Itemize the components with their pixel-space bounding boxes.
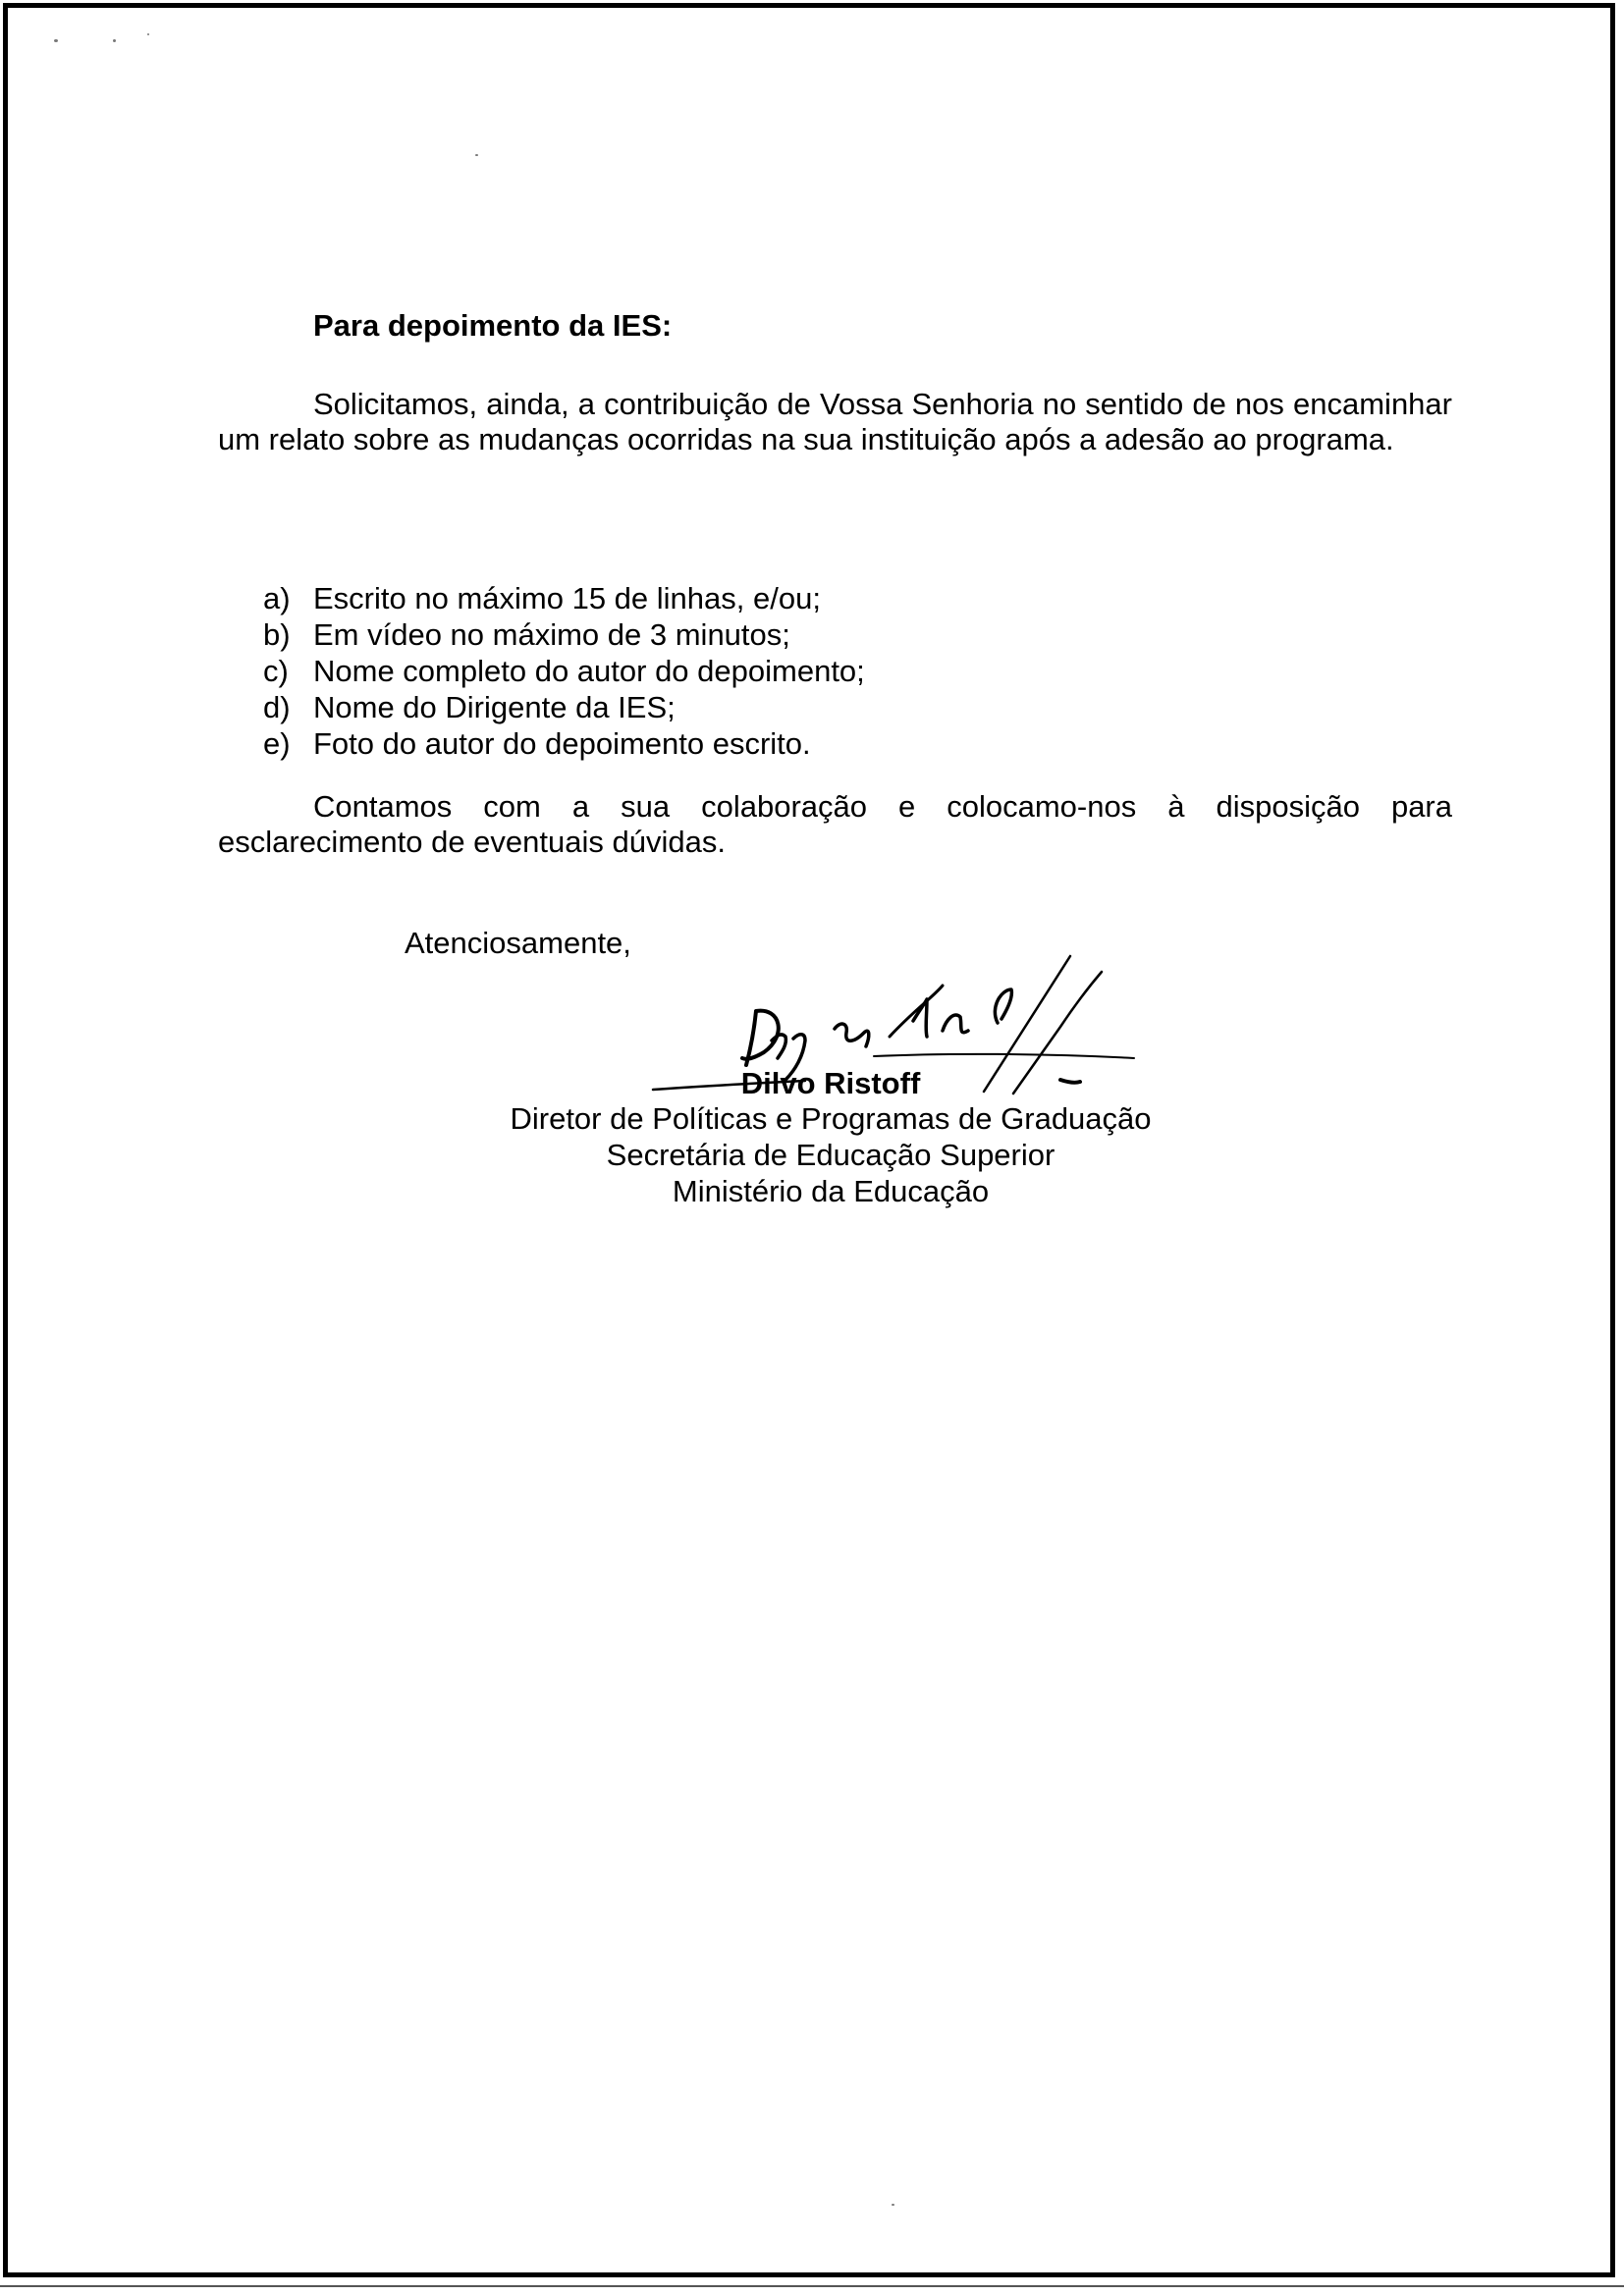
- list-marker: b): [263, 617, 291, 652]
- scan-speck: [147, 33, 149, 35]
- list-item: [263, 725, 865, 762]
- list-item-text: Foto do autor do depoimento escrito.: [313, 726, 811, 761]
- complimentary-close: Atenciosamente,: [405, 926, 631, 960]
- list-item: [263, 580, 865, 616]
- list-marker: a): [263, 581, 291, 615]
- bottom-rule: [0, 2285, 1624, 2287]
- scan-speck: [113, 39, 116, 42]
- list-item-text: Escrito no máximo 15 de linhas, e/ou;: [313, 581, 821, 615]
- requirements-list: [263, 580, 865, 762]
- scan-speck: [54, 39, 58, 42]
- list-marker: c): [263, 654, 289, 688]
- list-marker: d): [263, 690, 291, 724]
- signer-title-text: Diretor de Políticas e Programas de Graduação: [510, 1101, 1152, 1136]
- scan-speck: [475, 154, 478, 156]
- list-item: [263, 616, 865, 653]
- list-item-text: Nome do Dirigente da IES;: [313, 690, 676, 724]
- list-item-text: Em vídeo no máximo de 3 minutos;: [313, 617, 790, 652]
- section-heading: Para depoimento da IES:: [313, 308, 673, 343]
- closing-paragraph: Contamos com a sua colaboração e colocamo-nos à disposição para esclarecimento de eventuais dúvidas.: [218, 789, 1452, 859]
- signer-department-text: Secretária de Educação Superior: [606, 1138, 1056, 1172]
- request-paragraph: Solicitamos, ainda, a contribuição de Vossa Senhoria no sentido de nos encaminhar um relato sobre as mudanças ocorridas na sua instituição após a adesão ao programa.: [218, 387, 1452, 456]
- signer-name-text: Dilvo Ristoff: [740, 1066, 921, 1100]
- scan-speck: [892, 2204, 894, 2206]
- list-marker: e): [263, 726, 291, 761]
- list-item: [263, 689, 865, 725]
- signer-organization-text: Ministério da Educação: [672, 1174, 990, 1208]
- list-item-text: Nome completo do autor do depoimento;: [313, 654, 865, 688]
- list-item: [263, 653, 865, 689]
- handwritten-signature: [648, 942, 1159, 1099]
